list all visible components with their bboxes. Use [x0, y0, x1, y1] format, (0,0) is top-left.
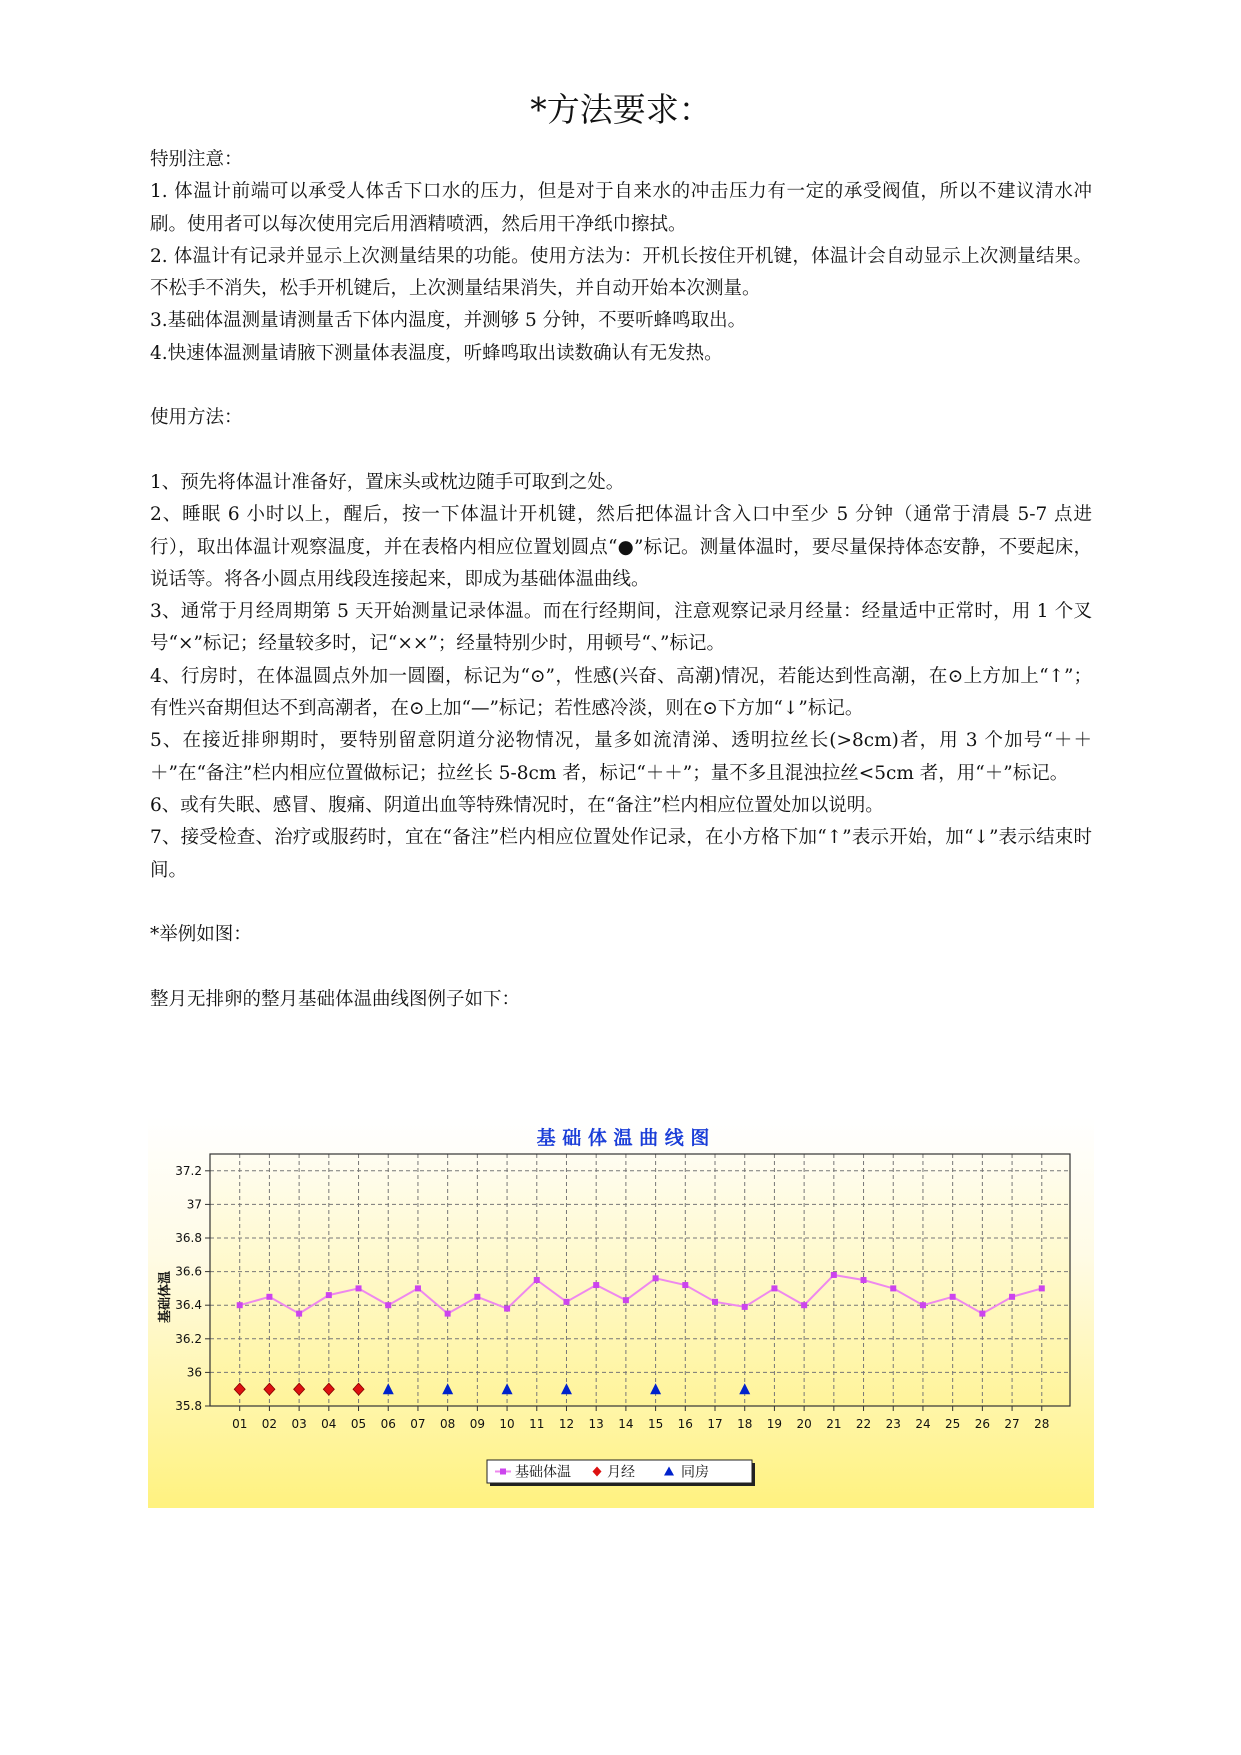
temperature-point	[1039, 1285, 1045, 1291]
usage-heading: 使用方法：	[150, 407, 243, 429]
x-tick-label: 18	[737, 1417, 753, 1431]
temperature-point	[296, 1311, 302, 1317]
plot-area	[210, 1154, 1070, 1406]
legend-intercourse-label: 同房	[681, 1464, 709, 1481]
temperature-point	[563, 1299, 569, 1305]
example-caption: 整月无排卵的整月基础体温曲线图例子如下：	[150, 988, 521, 1010]
y-tick-label: 35.8	[175, 1399, 202, 1413]
temperature-point	[623, 1297, 629, 1303]
temperature-point	[950, 1294, 956, 1300]
x-tick-label: 01	[232, 1417, 248, 1431]
x-tick-label: 08	[440, 1417, 456, 1431]
temperature-point	[504, 1306, 510, 1312]
usage-item: 2、睡眠 6 小时以上，醒后，按一下体温计开机键，然后把体温计含入口中至少 5 分钟（通常于清晨 5-7 点进行），取出体温计观察温度，并在表格内相应位置划圆点“●”标记。测量体温时，要尽量保持体态安静，不要起床，说话等。将各小圆点用线段连接起来，即成为基础体温曲线。	[150, 504, 1092, 590]
special-heading: 特别注意：	[150, 149, 243, 170]
temperature-point	[445, 1311, 451, 1317]
usage-item: 5、在接近排卵期时，要特别留意阴道分泌物情况，量多如流清涕、透明拉丝长(>8cm)者，用 3 个加号“＋＋＋”在“备注”栏内相应位置做标记；拉丝长 5-8cm 者，标记“＋＋”；量不多且混浊拉丝<5cm 者，用“＋”标记。	[150, 730, 1092, 784]
x-tick-label: 10	[499, 1417, 515, 1431]
x-tick-label: 26	[974, 1417, 991, 1431]
document-body	[150, 144, 1092, 1016]
x-tick-label: 02	[261, 1417, 278, 1431]
x-tick-label: 20	[796, 1417, 812, 1431]
x-tick-label: 06	[380, 1417, 396, 1431]
x-tick-label: 17	[707, 1417, 723, 1431]
y-tick-label: 37	[186, 1197, 202, 1212]
example-heading: *举例如图：	[150, 924, 252, 946]
special-item: 4.快速体温测量请腋下测量体表温度，听蜂鸣取出读数确认有无发热。	[150, 342, 723, 364]
page-title: *方法要求：	[530, 90, 712, 129]
y-tick-label: 36.6	[175, 1264, 202, 1279]
special-item: 1. 体温计前端可以承受人体舌下口水的压力，但是对于自来水的冲击压力有一定的承受阀值，所以不建议清水冲刷。使用者可以每次使用完后用酒精喷洒，然后用干净纸巾擦拭。	[150, 181, 1092, 235]
x-tick-label: 13	[588, 1417, 604, 1431]
x-tick-label: 16	[677, 1417, 693, 1431]
x-tick-label: 28	[1034, 1417, 1050, 1431]
special-item: 3.基础体温测量请测量舌下体内温度，并测够 5 分钟，不要听蜂鸣取出。	[150, 310, 747, 332]
temperature-point	[1009, 1294, 1015, 1300]
x-tick-label: 05	[350, 1417, 367, 1431]
x-tick-label: 04	[321, 1417, 337, 1431]
y-tick-label: 36	[186, 1365, 202, 1380]
usage-item: 1、预先将体温计准备好，置床头或枕边随手可取到之处。	[150, 471, 625, 493]
temperature-point	[237, 1302, 243, 1308]
temperature-point	[356, 1285, 362, 1291]
x-tick-label: 24	[915, 1417, 931, 1431]
temperature-point	[474, 1294, 480, 1300]
x-tick-label: 03	[291, 1417, 307, 1431]
x-tick-label: 07	[410, 1417, 426, 1431]
temperature-point	[861, 1277, 867, 1283]
x-tick-label: 15	[647, 1417, 664, 1431]
legend-temperature-label: 基础体温	[515, 1464, 571, 1481]
temperature-point	[890, 1285, 896, 1291]
bbt-chart	[148, 1117, 1094, 1508]
special-item: 2. 体温计有记录并显示上次测量结果的功能。使用方法为：开机长按住开机键，体温计会自动显示上次测量结果。不松手不消失，松手开机键后，上次测量结果消失，并自动开始本次测量。	[150, 245, 1092, 300]
x-tick-label: 11	[529, 1417, 545, 1431]
temperature-point	[266, 1294, 272, 1300]
temperature-point	[979, 1311, 985, 1317]
x-tick-label: 21	[826, 1417, 842, 1431]
chart-svg	[148, 1117, 1094, 1508]
temperature-point	[771, 1285, 777, 1291]
x-tick-label: 12	[558, 1417, 575, 1431]
usage-item: 6、或有失眠、感冒、腹痛、阴道出血等特殊情况时，在“备注”栏内相应位置处加以说明。	[150, 794, 884, 816]
chart-title: 基 础 体 温 曲 线 图	[536, 1127, 710, 1149]
x-tick-label: 22	[855, 1417, 872, 1431]
y-axis-label: 基础体温	[158, 1270, 173, 1324]
legend-menstruation-label: 月经	[607, 1464, 635, 1481]
temperature-point	[742, 1304, 748, 1310]
temperature-point	[534, 1277, 540, 1283]
x-tick-label: 25	[945, 1417, 961, 1431]
temperature-point	[593, 1282, 599, 1288]
temperature-point	[712, 1299, 718, 1305]
temperature-point	[415, 1285, 421, 1291]
temperature-point	[385, 1302, 391, 1308]
usage-item: 4、行房时，在体温圆点外加一圆圈，标记为“⊙”，性感(兴奋、高潮)情况，若能达到性高潮，在⊙上方加上“↑”；有性兴奋期但达不到高潮者，在⊙上加“—”标记；若性感冷淡，则在⊙下方加“↓”标记。	[150, 665, 1092, 720]
temperature-point	[801, 1302, 807, 1308]
x-tick-label: 19	[766, 1417, 783, 1431]
x-tick-label: 14	[618, 1417, 634, 1431]
x-tick-label: 09	[469, 1417, 485, 1431]
y-tick-label: 36.2	[175, 1331, 202, 1346]
temperature-point	[682, 1282, 688, 1288]
temperature-point	[653, 1275, 659, 1281]
y-tick-label: 37.2	[175, 1163, 202, 1178]
legend-temperature-marker	[500, 1469, 506, 1475]
temperature-point	[326, 1292, 332, 1298]
temperature-point	[831, 1272, 837, 1278]
temperature-point	[920, 1302, 926, 1308]
usage-item: 3、通常于月经周期第 5 天开始测量记录体温。而在行经期间，注意观察记录月经量：经量适中正常时，用 1 个叉号“×”标记；经量较多时，记“××”；经量特别少时，用顿号“、”标记。	[150, 601, 1092, 655]
usage-item: 7、接受检查、治疗或服药时，宜在“备注”栏内相应位置处作记录，在小方格下加“↑”表示开始，加“↓”表示结束时间。	[150, 827, 1092, 881]
y-tick-label: 36.8	[175, 1231, 202, 1245]
x-tick-label: 23	[885, 1417, 901, 1431]
y-tick-label: 36.4	[175, 1298, 202, 1313]
x-tick-label: 27	[1004, 1417, 1020, 1431]
